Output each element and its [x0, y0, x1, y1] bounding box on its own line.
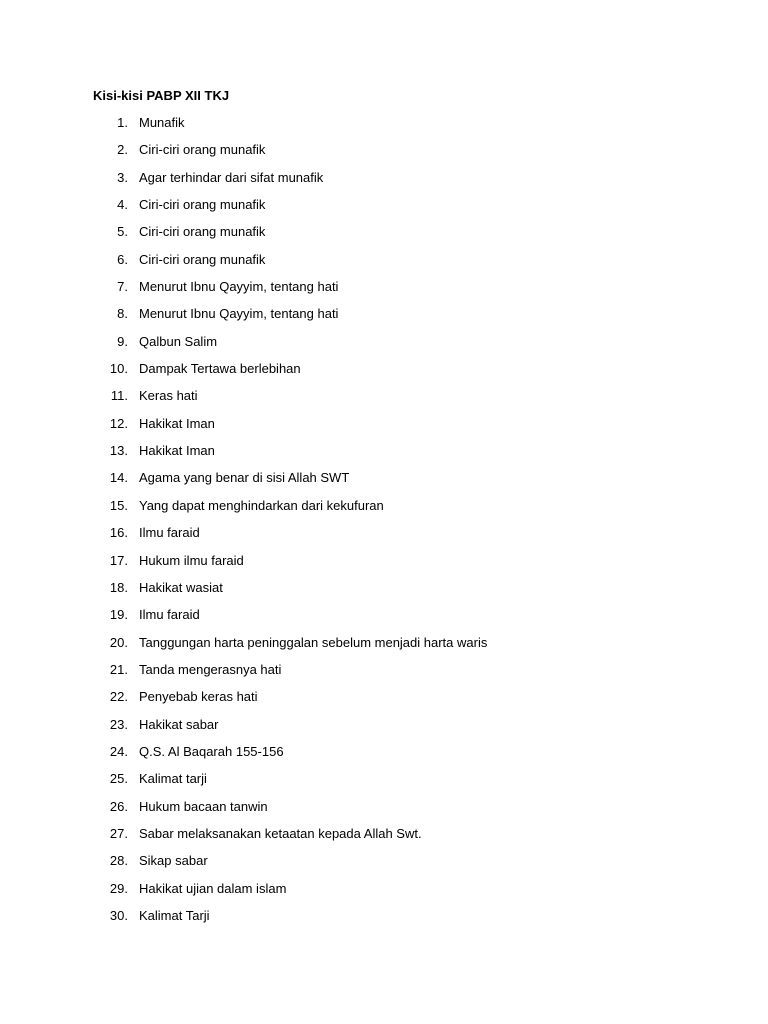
list-item-number: 13.	[109, 443, 128, 459]
list-item-text: Hukum bacaan tanwin	[139, 798, 268, 814]
list-item-number: 23.	[109, 716, 128, 732]
list-item-number: 18.	[109, 579, 128, 595]
list-item-text: Sabar melaksanakan ketaatan kepada Allah Swt.	[139, 825, 422, 841]
list-item-text: Ciri-ciri orang munafik	[139, 142, 266, 158]
list-item-text: Tanggungan harta peninggalan sebelum menjadi harta waris	[139, 634, 488, 650]
list-item-number: 3.	[117, 169, 128, 185]
list-item-number: 25.	[109, 771, 128, 787]
list-item-number: 7.	[117, 279, 128, 295]
list-item-number: 8.	[117, 306, 128, 322]
list-item-number: 22.	[109, 689, 128, 705]
list-item-number: 9.	[117, 333, 128, 349]
list-item-text: Ciri-ciri orang munafik	[139, 224, 266, 240]
list-item-text: Sikap sabar	[139, 853, 208, 869]
list-item-number: 6.	[117, 251, 128, 267]
list-item-number: 1.	[117, 115, 128, 130]
list-item-number: 11.	[110, 388, 128, 404]
list-item-number: 16.	[109, 525, 128, 541]
list-item-number: 20.	[109, 634, 128, 650]
list-item-text: Dampak Tertawa berlebihan	[139, 361, 301, 377]
list-item-text: Hakikat ujian dalam islam	[139, 880, 287, 896]
list-item-text: Tanda mengerasnya hati	[139, 661, 282, 677]
list-item-text: Ilmu faraid	[139, 525, 200, 541]
list-item-number: 26.	[109, 798, 128, 814]
list-item-text: Ilmu faraid	[139, 607, 200, 623]
list-item-number: 12.	[109, 415, 128, 431]
list-item-text: Menurut Ibnu Qayyim, tentang hati	[139, 306, 339, 322]
list-item-number: 27.	[109, 825, 128, 841]
list-item-number: 30.	[109, 907, 128, 923]
list-item-text: Ciri-ciri orang munafik	[139, 251, 266, 267]
list-item-text: Ciri-ciri orang munafik	[139, 197, 266, 213]
list-item-number: 15.	[109, 497, 128, 513]
list-item-text: Munafik	[139, 115, 185, 130]
list-item-number: 14.	[109, 470, 128, 486]
list-item-number: 10.	[109, 361, 128, 377]
list-item-number: 28.	[109, 853, 128, 869]
list-item-number: 17.	[109, 552, 128, 568]
list-item-number: 24.	[109, 743, 128, 759]
list-item-text: Kalimat tarji	[139, 771, 207, 787]
list-item-text: Hakikat Iman	[139, 443, 215, 459]
list-item-text: Hakikat Iman	[139, 415, 215, 431]
list-item-number: 21.	[109, 661, 128, 677]
list-item-text: Hukum ilmu faraid	[139, 552, 244, 568]
list-item-number: 5.	[117, 224, 128, 240]
list-item-text: Agama yang benar di sisi Allah SWT	[139, 470, 350, 486]
list-item-number: 19.	[109, 607, 128, 623]
list-item-number: 2.	[117, 142, 128, 158]
list-item-text: Qalbun Salim	[139, 333, 218, 349]
list-item-number: 4.	[117, 197, 128, 213]
list-item-number: 29.	[109, 880, 128, 896]
list-item-text: Kalimat Tarji	[139, 907, 210, 923]
list-item-text: Menurut Ibnu Qayyim, tentang hati	[139, 279, 339, 295]
list-item-text: Yang dapat menghindarkan dari kekufuran	[139, 497, 384, 513]
list-item-text: Q.S. Al Baqarah 155-156	[139, 743, 284, 759]
list-item-text: Agar terhindar dari sifat munafik	[139, 169, 324, 185]
list-item-text: Hakikat sabar	[139, 716, 219, 732]
document-title: Kisi-kisi PABP XII TKJ	[93, 88, 230, 103]
list-item-text: Hakikat wasiat	[139, 579, 223, 595]
list-item-text: Penyebab keras hati	[139, 689, 258, 705]
list-item-text: Keras hati	[139, 388, 198, 404]
